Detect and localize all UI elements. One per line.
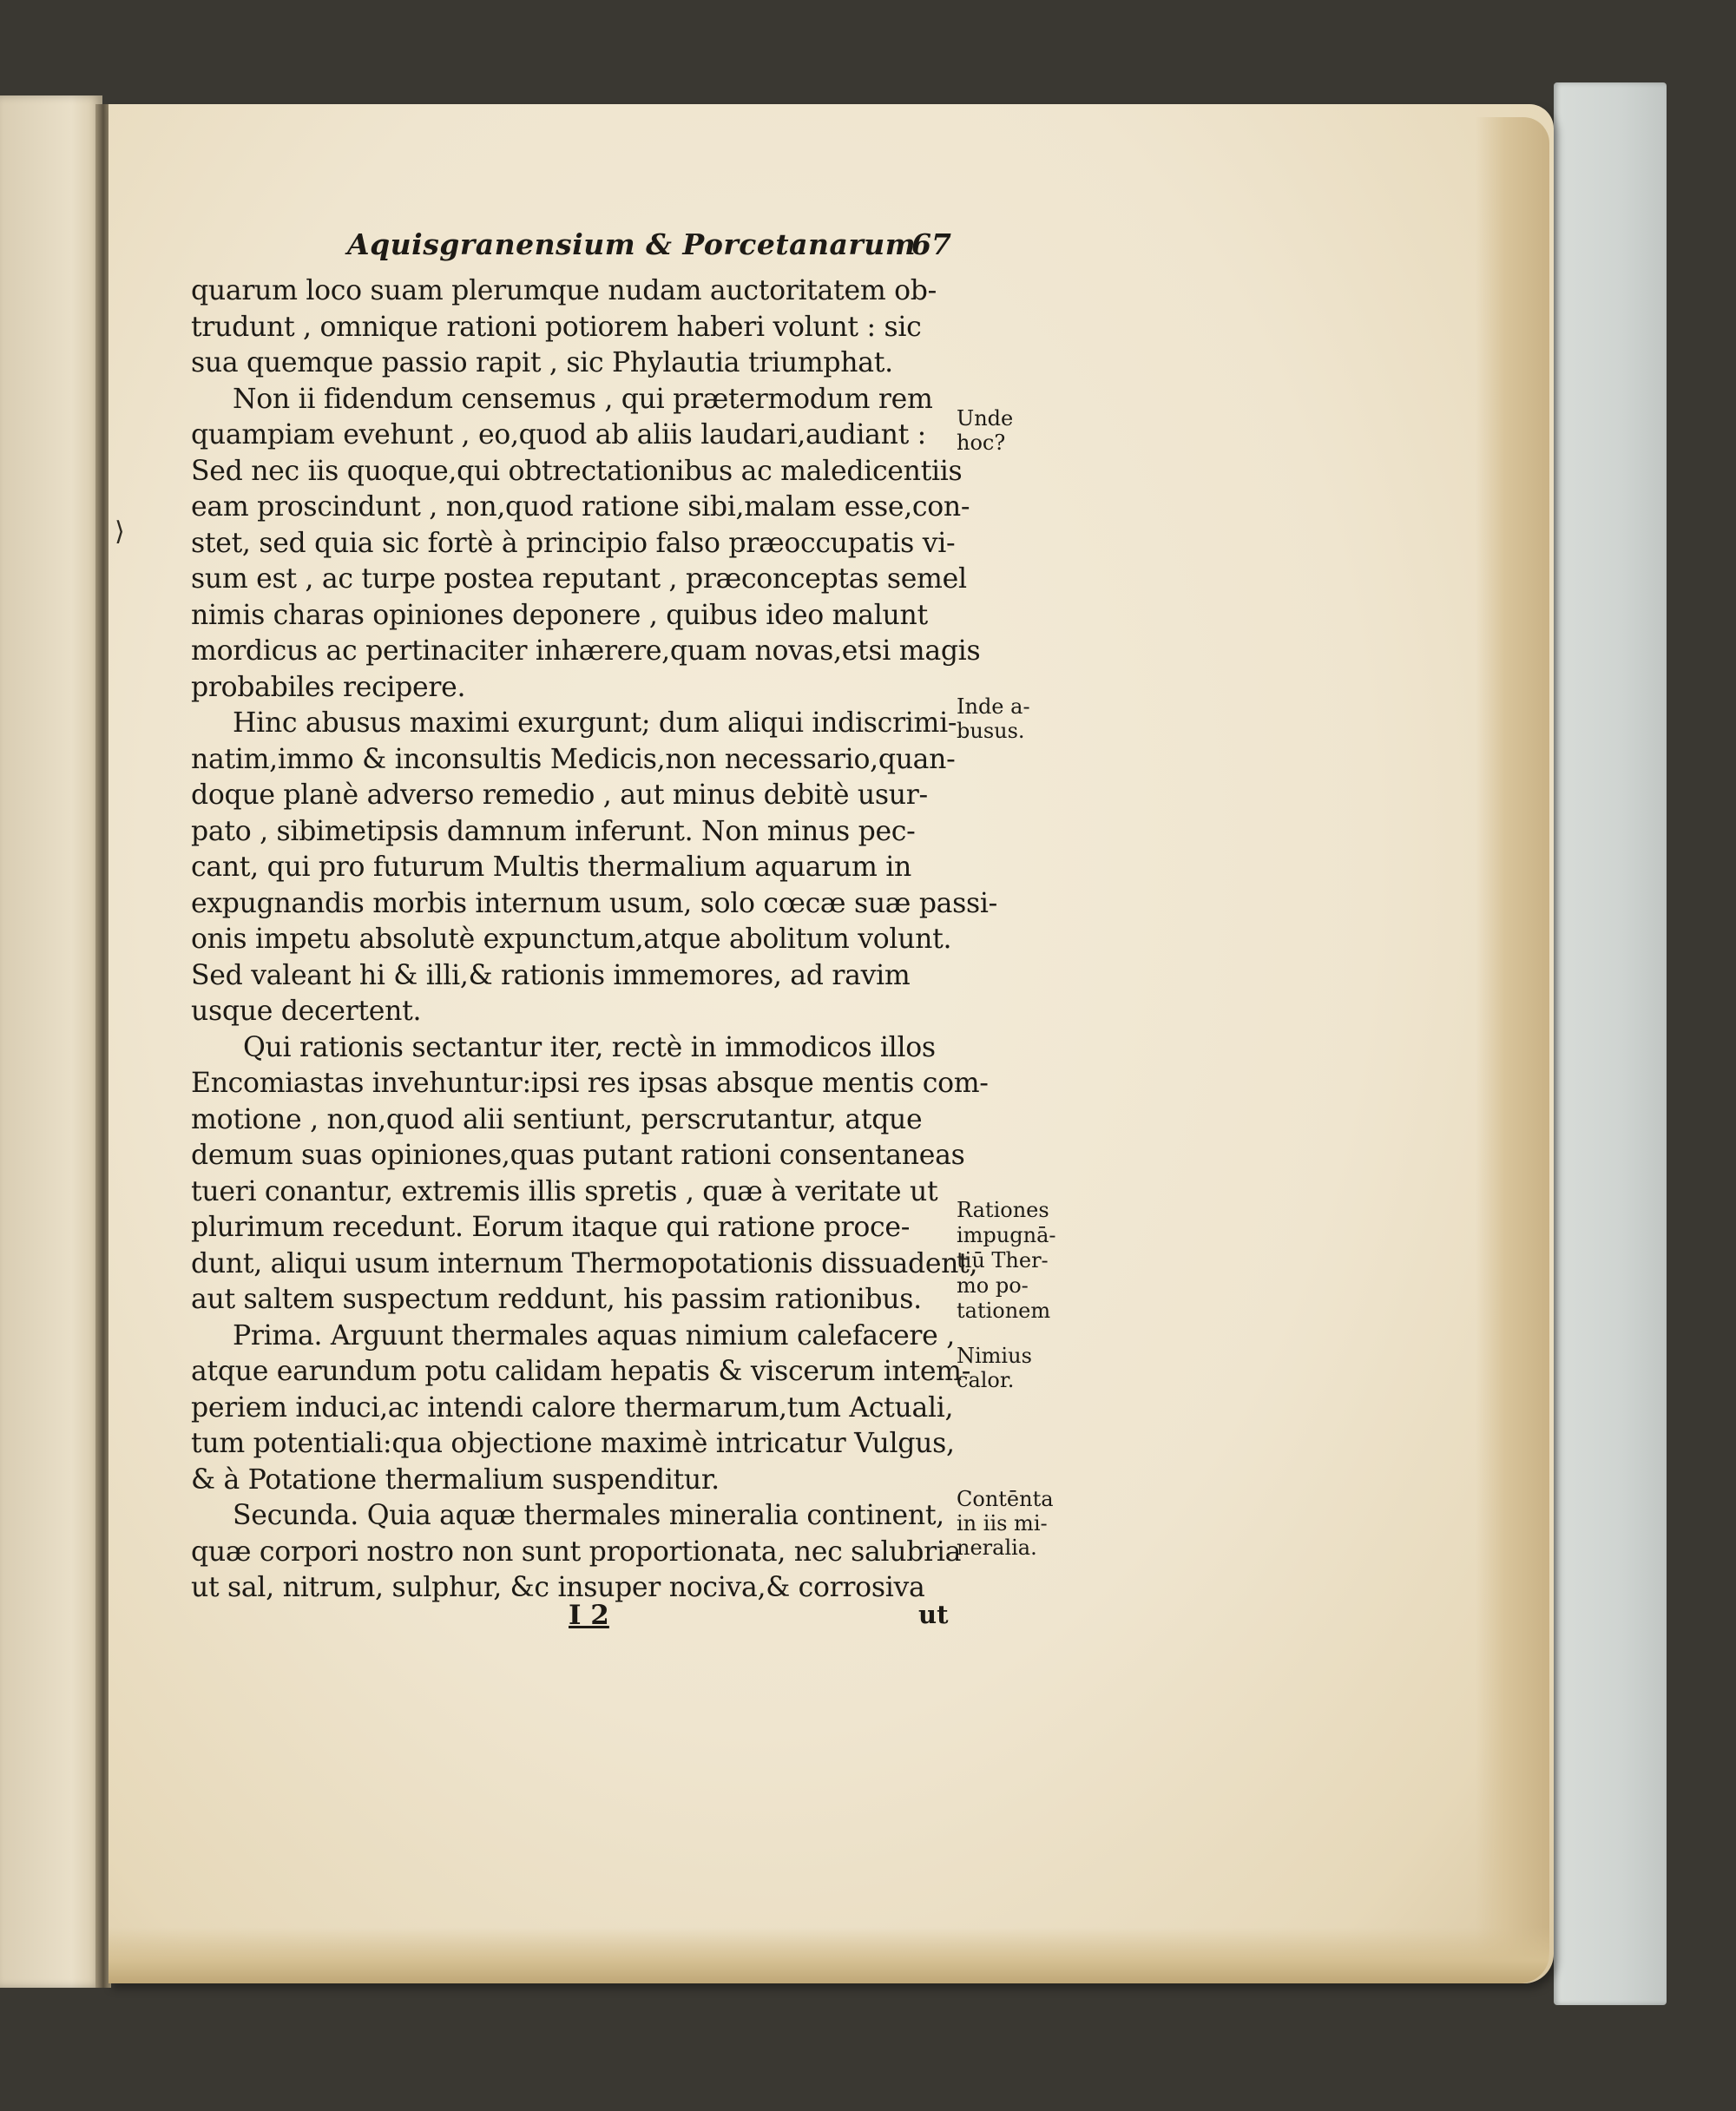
margin-note-line: tiū Ther- <box>957 1248 1049 1273</box>
margin-note-line: hoc? <box>957 431 1006 455</box>
margin-note-line: Rationes <box>957 1198 1049 1222</box>
text-line: Qui rationis sectantur iter, rectè in immodicos illos <box>243 1032 936 1063</box>
text-line: Sed valeant hi & illi,& rationis immemores, ad ravim <box>191 960 911 991</box>
page-bottom-edge <box>108 1927 1549 1983</box>
text-line: stet, sed quia sic fortè à principio falso præoccupatis vi- <box>191 528 956 559</box>
text-line: & à Potatione thermalium suspenditur. <box>191 1464 720 1496</box>
margin-note-line: busus. <box>957 719 1025 743</box>
page-number: 67 <box>911 227 951 261</box>
margin-note-line: impugnā- <box>957 1223 1056 1247</box>
binding-thread-mark: ⟩ <box>115 516 125 547</box>
margin-note-line: Contēnta <box>957 1487 1054 1511</box>
margin-note <box>957 1487 1054 1560</box>
verso-page-edge <box>0 95 102 1988</box>
margin-note <box>957 694 1030 743</box>
text-line: sum est , ac turpe postea reputant , præconceptas semel <box>191 563 967 595</box>
text-line: usque decertent. <box>191 996 422 1027</box>
margin-note-line: in iis mi- <box>957 1511 1048 1536</box>
text-line: onis impetu absolutè expunctum,atque abolitum volunt. <box>191 924 952 955</box>
text-line: trudunt , omnique rationi potiorem haberi volunt : sic <box>191 312 922 343</box>
book-cover-edge <box>1554 82 1667 2005</box>
page-fore-edge <box>1476 117 1549 1975</box>
text-line: tueri conantur, extremis illis spretis , quæ à veritate ut <box>191 1176 938 1207</box>
margin-note-line: Inde a- <box>957 694 1030 719</box>
margin-note-line: calor. <box>957 1368 1015 1392</box>
text-line: expugnandis morbis internum usum, solo cœcæ suæ passi- <box>191 888 998 919</box>
text-line: doque planè adverso remedio , aut minus debitè usur- <box>191 779 928 811</box>
catchword: ut <box>918 1600 949 1629</box>
text-line: dunt, aliqui usum internum Thermopotationis dissuadent, <box>191 1248 978 1279</box>
text-line: motione , non,quod alii sentiunt, perscrutantur, atque <box>191 1104 923 1135</box>
margin-note <box>957 1344 1032 1392</box>
text-line: mordicus ac pertinaciter inhærere,quam novas,etsi magis <box>191 635 981 667</box>
text-line: natim,immo & inconsultis Medicis,non necessario,quan- <box>191 744 956 775</box>
text-line: pato , sibimetipsis damnum inferunt. Non minus pec- <box>191 816 916 847</box>
margin-note <box>957 1198 1056 1324</box>
text-line: probabiles recipere. <box>191 672 466 703</box>
text-line: sua quemque passio rapit , sic Phylautia triumphat. <box>191 347 893 378</box>
margin-note-line: Unde <box>957 406 1014 431</box>
text-line: Secunda. Quia aquæ thermales mineralia continent, <box>233 1500 944 1531</box>
margin-note <box>957 406 1013 455</box>
text-line: aut saltem suspectum reddunt, his passim rationibus. <box>191 1284 922 1315</box>
margin-note-line: Nimius <box>957 1344 1032 1368</box>
running-header: Aquisgranensium & Porcetanarum <box>347 227 917 261</box>
margin-note-line: tationem <box>957 1299 1051 1323</box>
text-line: Hinc abusus maximi exurgunt; dum aliqui indiscrimi- <box>233 707 957 739</box>
text-line: nimis charas opiniones deponere , quibus ideo malunt <box>191 600 928 631</box>
text-line: demum suas opiniones,quas putant rationi consentaneas <box>191 1140 965 1171</box>
text-line: periem induci,ac intendi calore thermarum,tum Actuali, <box>191 1392 954 1424</box>
text-line: quæ corpori nostro non sunt proportionata, nec salubria <box>191 1536 962 1568</box>
text-line: atque earundum potu calidam hepatis & viscerum intem- <box>191 1356 971 1387</box>
text-line: plurimum recedunt. Eorum itaque qui ratione proce- <box>191 1212 911 1243</box>
text-line: ut sal, nitrum, sulphur, &c insuper nociva,& corrosiva <box>191 1572 925 1603</box>
text-line: quarum loco suam plerumque nudam auctoritatem ob- <box>191 275 937 306</box>
text-line: Prima. Arguunt thermales aquas nimium calefacere , <box>233 1320 955 1351</box>
text-line: tum potentiali:qua objectione maximè intricatur Vulgus, <box>191 1428 955 1459</box>
margin-note-line: mo po- <box>957 1273 1029 1298</box>
text-line: eam proscindunt , non,quod ratione sibi,malam esse,con- <box>191 491 970 523</box>
text-line: cant, qui pro futurum Multis thermalium aquarum in <box>191 852 911 883</box>
text-line: Non ii fidendum censemus , qui prætermodum rem <box>233 384 933 415</box>
text-line: Sed nec iis quoque,qui obtrectationibus ac maledicentiis <box>191 456 963 487</box>
text-line: quampiam evehunt , eo,quod ab aliis laudari,audiant : <box>191 419 926 450</box>
margin-note-line: neralia. <box>957 1536 1037 1560</box>
signature-mark: I 2 <box>569 1600 609 1631</box>
text-line: Encomiastas invehuntur:ipsi res ipsas absque mentis com- <box>191 1068 989 1099</box>
